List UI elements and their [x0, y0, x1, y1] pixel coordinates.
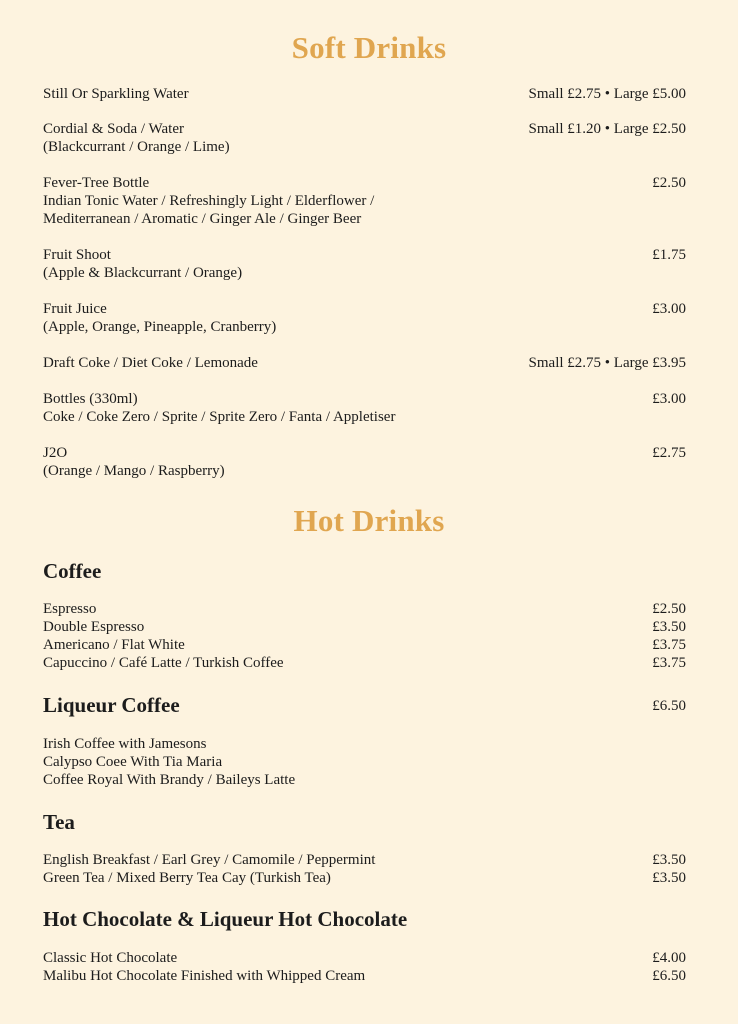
item-name: Fruit Juice — [43, 301, 107, 317]
item-description: (Blackcurrant / Orange / Lime) — [43, 139, 230, 155]
item-name: Americano / Flat White — [43, 637, 185, 653]
item-name: Classic Hot Chocolate — [43, 950, 178, 966]
hot-drinks-title: Hot Drinks — [293, 503, 445, 538]
item-description: Mediterranean / Aromatic / Ginger Ale / Ginger Beer — [43, 211, 362, 227]
item-name: Capuccino / Café Latte / Turkish Coffee — [43, 655, 284, 671]
menu-row — [43, 949, 686, 967]
item-price: Small £2.75 • Large £3.95 — [528, 355, 686, 371]
item-name: Fever-Tree Bottle — [43, 175, 150, 191]
menu-row — [43, 851, 686, 869]
item-name: Green Tea / Mixed Berry Tea Cay (Turkish Tea) — [43, 870, 331, 886]
menu-row — [43, 753, 686, 771]
menu-row — [43, 967, 686, 985]
menu-row — [43, 771, 686, 789]
item-name: Still Or Sparkling Water — [43, 86, 189, 102]
item-price: Small £1.20 • Large £2.50 — [528, 121, 686, 137]
item-price: £3.00 — [652, 391, 686, 407]
item-description: (Orange / Mango / Raspberry) — [43, 463, 225, 479]
menu-item — [43, 246, 686, 282]
menu-item — [43, 120, 686, 156]
menu-item — [43, 300, 686, 336]
tea-heading: Tea — [43, 810, 75, 834]
item-name: English Breakfast / Earl Grey / Camomile / Peppermint — [43, 852, 376, 868]
menu-item — [43, 390, 686, 426]
menu-row — [43, 735, 686, 753]
liqueur-coffee-heading: Liqueur Coffee — [43, 693, 180, 717]
item-name: Malibu Hot Chocolate Finished with Whipped Cream — [43, 968, 366, 984]
menu-row — [43, 636, 686, 654]
item-price: £6.50 — [652, 968, 686, 984]
menu-item — [43, 444, 686, 480]
hot-chocolate-heading: Hot Chocolate & Liqueur Hot Chocolate — [43, 907, 408, 931]
item-price: £4.00 — [652, 950, 686, 966]
item-price: £3.75 — [652, 655, 686, 671]
menu-row — [43, 869, 686, 887]
item-price: £3.50 — [652, 870, 686, 886]
item-name: Cordial & Soda / Water — [43, 121, 184, 137]
menu-item — [43, 85, 686, 103]
item-price: £3.50 — [652, 619, 686, 635]
item-price: £2.75 — [652, 445, 686, 461]
menu-row — [43, 600, 686, 618]
item-name: J2O — [43, 445, 68, 461]
item-name: Double Espresso — [43, 619, 145, 635]
item-name: Draft Coke / Diet Coke / Lemonade — [43, 355, 258, 371]
item-name: Irish Coffee with Jamesons — [43, 736, 207, 752]
soft-drinks-title: Soft Drinks — [291, 30, 447, 65]
item-price: £3.50 — [652, 852, 686, 868]
item-description: (Apple, Orange, Pineapple, Cranberry) — [43, 319, 277, 335]
item-price: £3.00 — [652, 301, 686, 317]
item-name: Bottles (330ml) — [43, 391, 138, 407]
item-name: Coffee Royal With Brandy / Baileys Latte — [43, 772, 296, 788]
item-description: Indian Tonic Water / Refreshingly Light / Elderflower / — [43, 193, 375, 209]
item-description: (Apple & Blackcurrant / Orange) — [43, 265, 243, 281]
liqueur-coffee-price: £6.50 — [652, 698, 686, 714]
menu-item — [43, 354, 686, 372]
coffee-heading: Coffee — [43, 559, 102, 583]
item-price: £3.75 — [652, 637, 686, 653]
item-price: £1.75 — [652, 247, 686, 263]
item-name: Espresso — [43, 601, 97, 617]
item-name: Fruit Shoot — [43, 247, 111, 263]
menu-item — [43, 174, 686, 228]
item-price: Small £2.75 • Large £5.00 — [528, 86, 686, 102]
menu-row — [43, 654, 686, 672]
item-price: £2.50 — [652, 175, 686, 191]
menu-row — [43, 618, 686, 636]
item-price: £2.50 — [652, 601, 686, 617]
item-name: Calypso Coee With Tia Maria — [43, 754, 223, 770]
item-description: Coke / Coke Zero / Sprite / Sprite Zero / Fanta / Appletiser — [43, 409, 396, 425]
